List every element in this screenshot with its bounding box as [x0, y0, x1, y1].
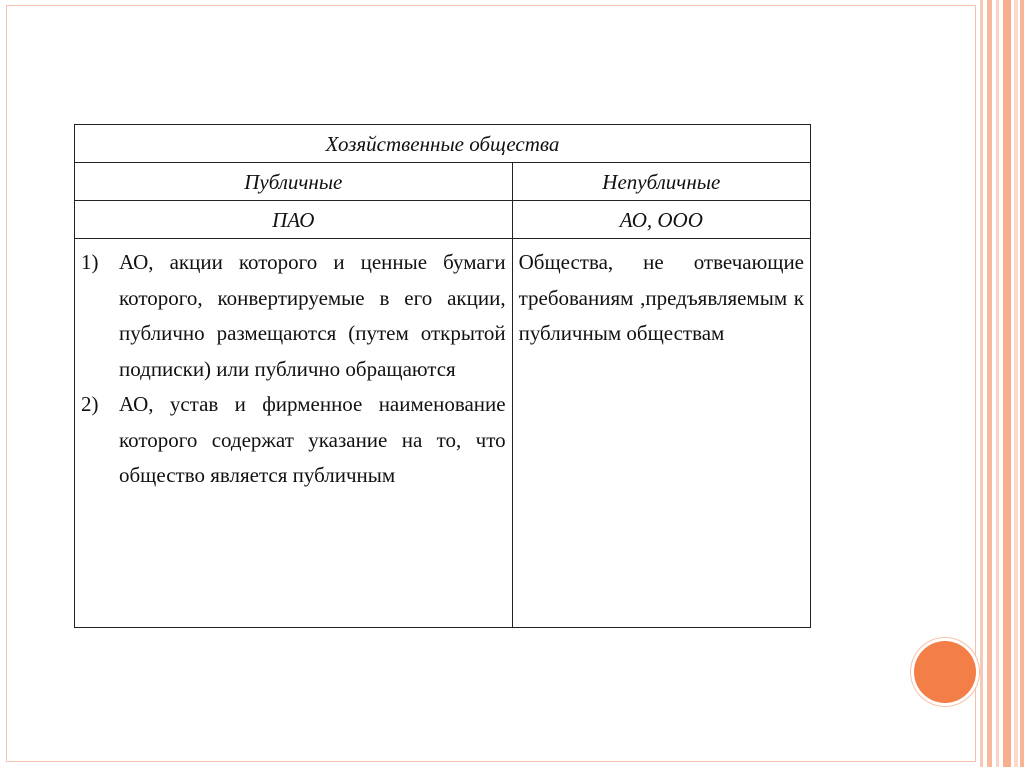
list-item [81, 387, 506, 494]
decor-stripe [1020, 0, 1024, 767]
public-description-cell [75, 239, 513, 628]
list-item [81, 245, 506, 387]
list-text: АО, акции которого и ценные бумаги которого, конвертируемые в его акции, публично размещаются (путем открытой подписки) или публично обращаются [119, 250, 506, 381]
nonpublic-description-cell [512, 239, 810, 628]
decor-stripe [980, 0, 983, 767]
table-title: Хозяйственные общества [75, 125, 811, 163]
nonpublic-form: АО, ООО [512, 201, 810, 239]
nonpublic-header: Непубличные [512, 163, 810, 201]
decor-stripe [987, 0, 992, 767]
decor-stripe [996, 0, 999, 767]
public-form: ПАО [75, 201, 513, 239]
nonpublic-description: Общества, не отвечающие требованиям ,предъявляемым к публичным обществам [518, 250, 804, 345]
societies-table [74, 124, 811, 628]
decor-stripe [1014, 0, 1018, 767]
list-text: АО, устав и фирменное наименование которого содержат указание на то, что общество является публичным [119, 392, 506, 487]
list-number: 2) [81, 392, 99, 416]
decor-stripe [1003, 0, 1011, 767]
public-header: Публичные [75, 163, 513, 201]
accent-circle-decoration [914, 641, 976, 703]
list-number: 1) [81, 250, 99, 274]
